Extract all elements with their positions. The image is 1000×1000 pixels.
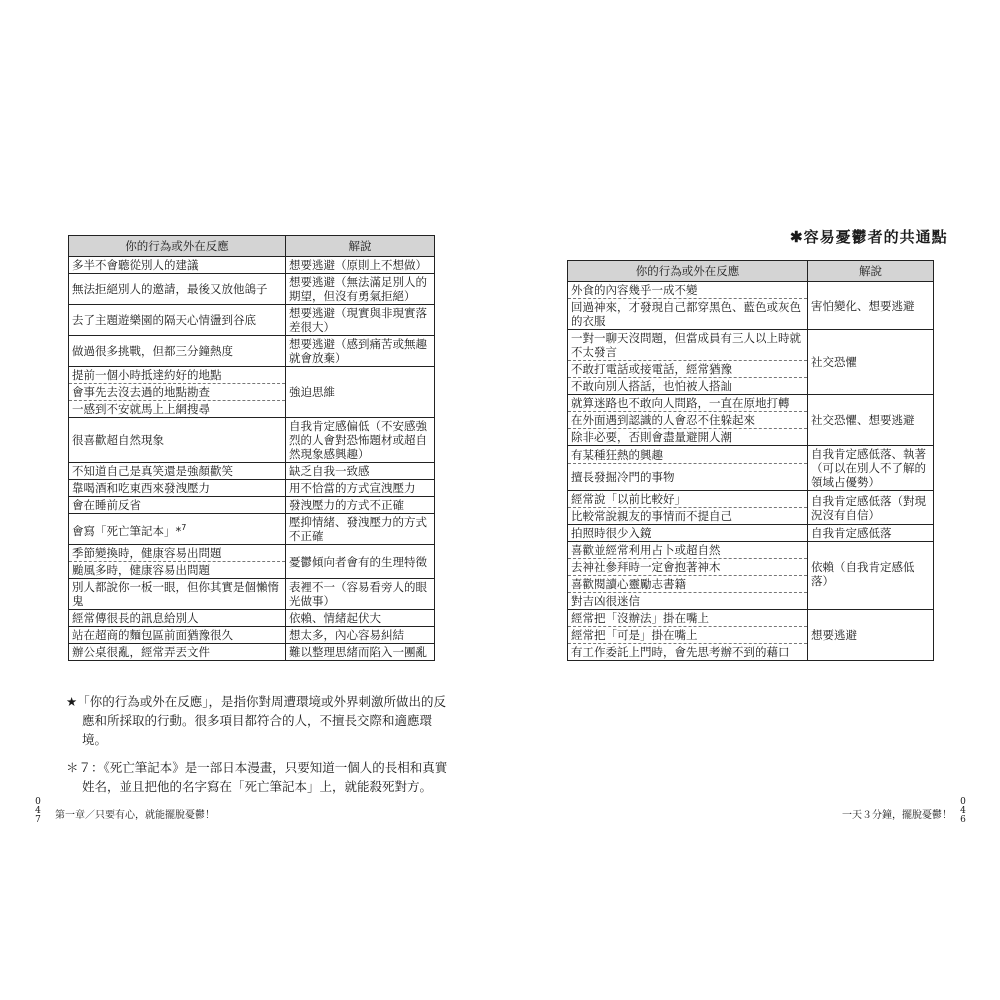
table-row <box>568 395 934 412</box>
behavior-cell: 不知道自己是真笑還是強顏歡笑 <box>69 463 286 480</box>
table-row <box>69 463 435 480</box>
explanation-cell: 自我肯定感低落、執著（可以在別人不了解的領域占優勢） <box>808 446 934 491</box>
behavior-cell <box>69 514 286 545</box>
behavior-cell: 一感到不安就馬上上網搜尋 <box>69 401 286 418</box>
behavior-cell: 擅長發掘冷門的事物 <box>568 464 808 491</box>
behavior-cell: 對吉凶很迷信 <box>568 593 808 610</box>
running-head: 第一章／只要有心，就能擺脫憂鬱！ <box>55 810 215 821</box>
behavior-cell: 經常把「沒辦法」掛在嘴上 <box>568 610 808 627</box>
behavior-cell: 就算迷路也不敢向人問路，一直在原地打轉 <box>568 395 808 412</box>
explanation-cell: 想要逃避 <box>808 610 934 661</box>
table-row <box>69 367 435 384</box>
table-row <box>568 542 934 559</box>
table-row <box>69 579 435 610</box>
behavior-cell: 喜歡並經常利用占卜或超自然 <box>568 542 808 559</box>
table-row <box>69 274 435 305</box>
behavior-cell: 提前一個小時抵達約好的地點 <box>69 367 286 384</box>
behavior-cell: 會事先去沒去過的地點勘查 <box>69 384 286 401</box>
explanation-cell: 自我肯定感偏低（不安感強烈的人會對恐怖題材或超自然現象感興趣） <box>286 418 435 463</box>
right-behavior-table <box>567 260 934 661</box>
table-row <box>69 545 435 562</box>
explanation-cell: 社交恐懼 <box>808 330 934 395</box>
explanation-cell: 社交恐懼、想要逃避 <box>808 395 934 446</box>
behavior-cell: 在外面遇到認識的人會忍不住躲起來 <box>568 412 808 429</box>
page-number <box>33 798 43 825</box>
table-row <box>568 330 934 361</box>
explanation-cell: 想太多，內心容易糾結 <box>286 627 435 644</box>
table-row <box>568 446 934 464</box>
explanation-cell: 缺乏自我一致感 <box>286 463 435 480</box>
footnote-marker: 7 <box>181 522 187 532</box>
explanation-cell: 依賴（自我肯定感低落） <box>808 542 934 610</box>
header-behavior: 你的行為或外在反應 <box>568 261 808 282</box>
explanation-cell: 自我肯定感低落（對現況沒有自信） <box>808 491 934 525</box>
explanation-cell: 壓抑情緒、發洩壓力的方式不正確 <box>286 514 435 545</box>
behavior-cell: 季節變換時，健康容易出問題 <box>69 545 286 562</box>
behavior-cell: 會在睡前反省 <box>69 497 286 514</box>
table-row <box>568 282 934 299</box>
left-behavior-table <box>68 235 435 661</box>
table-row <box>69 644 435 661</box>
explanation-cell: 依賴、情緒起伏大 <box>286 610 435 627</box>
table-row <box>69 610 435 627</box>
page-number-digits: 047 <box>35 797 41 825</box>
behavior-cell: 經常說「以前比較好」 <box>568 491 808 508</box>
explanation-cell: 自我肯定感低落 <box>808 525 934 542</box>
behavior-cell: 回過神來，才發現自己都穿黑色、藍色或灰色的衣服 <box>568 299 808 330</box>
table-row <box>69 514 435 545</box>
explanation-cell: 表裡不一（容易看旁人的眼光做事） <box>286 579 435 610</box>
behavior-cell: 一對一聊天沒問題，但當成員有三人以上時就不太發言 <box>568 330 808 361</box>
behavior-cell: 無法拒絕別人的邀請，最後又放他鴿子 <box>69 274 286 305</box>
explanation-cell: 害怕變化、想要逃避 <box>808 282 934 330</box>
explanation-cell: 想要逃避（現實與非現實落差很大） <box>286 305 435 336</box>
header-behavior: 你的行為或外在反應 <box>69 236 286 257</box>
table-row <box>69 257 435 274</box>
table-row <box>69 480 435 497</box>
behavior-cell: 比較常說親友的事情而不提自己 <box>568 508 808 525</box>
running-head: 一天３分鐘，擺脫憂鬱！ <box>842 810 952 821</box>
behavior-cell: 去了主題遊樂園的隔天心情盪到谷底 <box>69 305 286 336</box>
explanation-cell: 想要逃避（原則上不想做） <box>286 257 435 274</box>
behavior-cell: 經常把「可是」掛在嘴上 <box>568 627 808 644</box>
header-explanation: 解說 <box>808 261 934 282</box>
explanation-cell: 強迫思維 <box>286 367 435 418</box>
behavior-cell: 很喜歡超自然現象 <box>69 418 286 463</box>
behavior-cell: 別人都說你一板一眼，但你其實是個懶惰鬼 <box>69 579 286 610</box>
explanation-cell: 用不恰當的方式宣洩壓力 <box>286 480 435 497</box>
section-title: ✱容易憂鬱者的共通點 <box>790 228 948 246</box>
behavior-cell: 多半不會聽從別人的建議 <box>69 257 286 274</box>
table-row <box>69 305 435 336</box>
behavior-cell: 靠喝酒和吃東西來發洩壓力 <box>69 480 286 497</box>
footnote-7: ＊７：《死亡筆記本》是一部日本漫畫，只要知道一個人的長相和真實姓名，並且把他的名字寫在「死亡筆記本」上，就能殺死對方。 <box>66 760 448 794</box>
behavior-cell: 經常傳很長的訊息給別人 <box>69 610 286 627</box>
behavior-cell: 除非必要，否則會盡量避開人潮 <box>568 429 808 446</box>
behavior-cell: 外食的內容幾乎一成不變 <box>568 282 808 299</box>
explanation-cell: 想要逃避（無法滿足別人的期望，但沒有勇氣拒絕） <box>286 274 435 305</box>
table-header-row <box>568 261 934 282</box>
page-number-digits: 046 <box>960 797 966 825</box>
table-row <box>69 418 435 463</box>
behavior-cell: 不敢向別人搭話，也怕被人搭訕 <box>568 378 808 395</box>
behavior-cell: 辦公桌很亂，經常弄丟文件 <box>69 644 286 661</box>
table-header-row <box>69 236 435 257</box>
footnotes <box>66 692 456 799</box>
table-row <box>69 627 435 644</box>
behavior-cell: 有工作委託上門時，會先思考辦不到的藉口 <box>568 644 808 661</box>
star-note: ★「你的行為或外在反應」，是指你對周遭環境或外界刺激所做出的反應和所採取的行動。很多項目都符合的人，不擅長交際和適應環境。 <box>66 694 446 747</box>
table-row <box>69 497 435 514</box>
header-explanation: 解說 <box>286 236 435 257</box>
explanation-cell: 發洩壓力的方式不正確 <box>286 497 435 514</box>
table-row <box>568 525 934 542</box>
behavior-cell: 拍照時很少入鏡 <box>568 525 808 542</box>
behavior-cell: 做過很多挑戰，但都三分鐘熱度 <box>69 336 286 367</box>
behavior-cell: 喜歡閱讀心靈勵志書籍 <box>568 576 808 593</box>
explanation-cell: 想要逃避（感到痛苦或無趣就會放棄） <box>286 336 435 367</box>
behavior-cell: 有某種狂熱的興趣 <box>568 446 808 464</box>
page-number <box>958 798 968 825</box>
behavior-cell: 去神社參拜時一定會抱著神木 <box>568 559 808 576</box>
behavior-cell: 站在超商的麵包區前面猶豫很久 <box>69 627 286 644</box>
table-row <box>568 610 934 627</box>
table-row <box>568 491 934 508</box>
explanation-cell: 憂鬱傾向者會有的生理特徵 <box>286 545 435 579</box>
behavior-cell: 颱風多時，健康容易出問題 <box>69 562 286 579</box>
behavior-text: 會寫「死亡筆記本」* <box>72 523 182 538</box>
table-row <box>69 336 435 367</box>
explanation-cell: 難以整理思緒而陷入一團亂 <box>286 644 435 661</box>
behavior-cell: 不敢打電話或接電話，經常猶豫 <box>568 361 808 378</box>
